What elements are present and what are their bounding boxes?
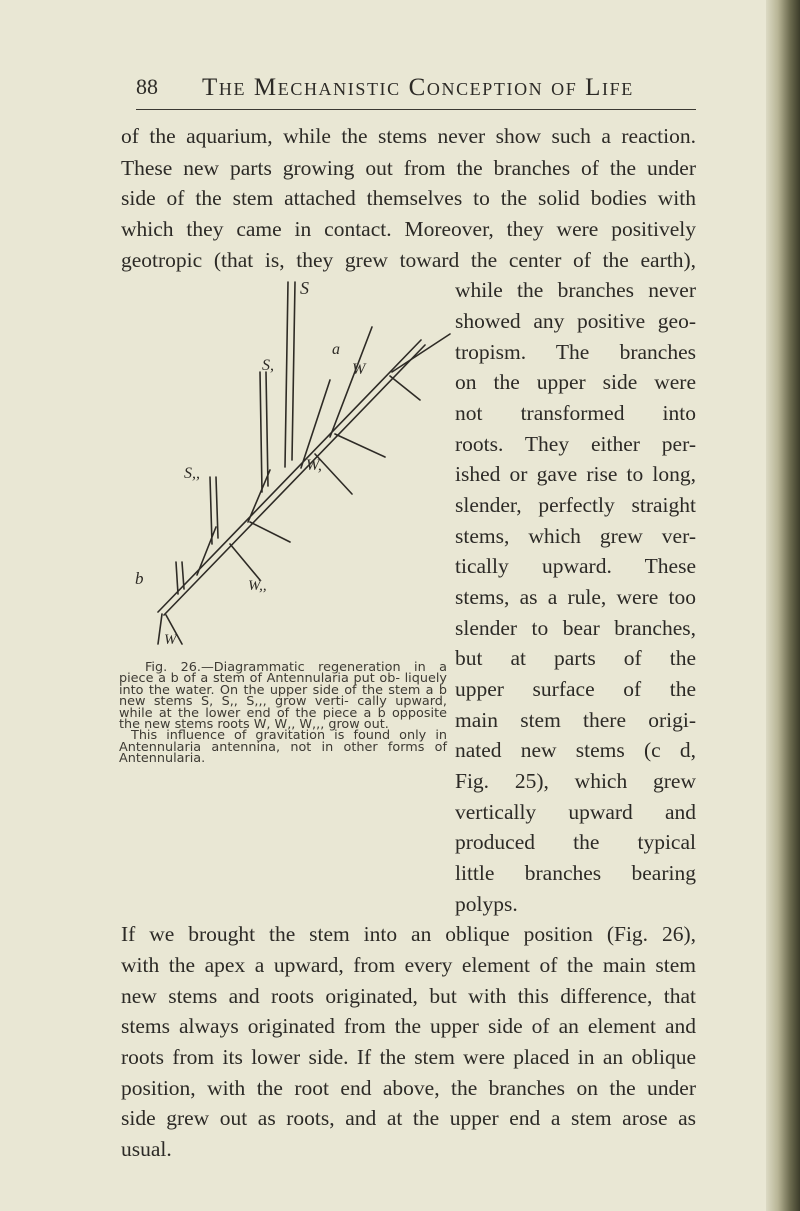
page-number: 88: [136, 74, 158, 99]
side-line: slender to bear branches,: [455, 616, 696, 640]
stem-small: [176, 562, 178, 594]
body-line: side grew out as roots, and at the upper end a stem arose as: [121, 1106, 696, 1130]
root-w: [390, 376, 420, 400]
body-line: stems always originated from the upper side of an element and: [121, 1014, 696, 1038]
page-edge-shadow: [766, 0, 800, 1211]
main-stem-line: [164, 345, 425, 615]
root-w2: [230, 544, 260, 580]
label-s2: S,,: [184, 465, 200, 482]
side-line: little branches bearing: [455, 861, 696, 885]
label-s: S: [300, 278, 309, 298]
running-header: [136, 74, 696, 108]
side-line: upper surface of the: [455, 677, 696, 701]
side-line: but at parts of the: [455, 646, 696, 670]
body-line: with the apex a upward, from every element of the main stem: [121, 953, 696, 977]
caption-paragraph: [119, 660, 447, 733]
caption-line: W,, W,,, grow out.: [274, 717, 389, 733]
stem-s1: [260, 372, 262, 492]
label-w2: W,,: [248, 578, 267, 594]
side-line: stems, which grew ver-: [455, 524, 696, 548]
side-line: stems, as a rule, were too: [455, 585, 696, 609]
caption-line: piece a b opposite the new stems roots W,: [119, 705, 447, 733]
body-line: new stems and roots originated, but with this difference, that: [121, 984, 696, 1008]
label-w1: W,: [306, 457, 322, 474]
body-line: usual.: [121, 1137, 172, 1161]
body-line: position, with the root end above, the branches on the under: [121, 1076, 696, 1100]
body-line: of the aquarium, while the stems never show such a reaction.: [121, 124, 696, 148]
caption-line: of Antennularia.: [119, 739, 447, 767]
side-line: vertically upward and: [455, 800, 696, 824]
root-w2: [250, 522, 290, 542]
caption-line: in Antennularia antennina, not in other forms: [119, 728, 447, 755]
label-w: W: [352, 361, 366, 378]
body-line: If we brought the stem into an oblique position (Fig. 26),: [121, 922, 696, 946]
caption-line: Fig. 26.—Diagrammatic regeneration in a: [145, 660, 447, 675]
body-line: side of the stem attached themselves to the solid bodies with: [121, 186, 696, 210]
side-line: tropism. The branches: [455, 340, 696, 364]
body-line: geotropic (that is, they grew toward the center of the earth),: [121, 248, 696, 272]
figure-antennularia-diagram: [120, 272, 460, 652]
figure-caption: [119, 662, 447, 765]
caption-line: piece a b of a stem of Antennularia put ob-: [119, 671, 400, 687]
side-line: not transformed into: [455, 401, 696, 425]
root-base: [158, 614, 162, 644]
body-line: roots from its lower side. If the stem were placed in an oblique: [121, 1045, 696, 1069]
header-rule: [136, 109, 696, 110]
side-line: polyps.: [455, 892, 518, 916]
root-w1: [335, 434, 385, 457]
side-line: Fig. 25), which grew: [455, 769, 696, 793]
upper-branch: [197, 527, 216, 575]
stem-s1: [266, 372, 268, 486]
stem-s: [292, 282, 295, 460]
running-title: The Mechanistic Conception of Life: [202, 74, 634, 101]
side-line: ished or gave rise to long,: [455, 462, 696, 486]
caption-line: This influence of gravitation is found only: [131, 728, 427, 744]
stem-s: [285, 282, 288, 467]
diagram-svg: [120, 272, 460, 652]
caption-line: the stem a b new stems S, S,, S,,, grow verti-: [119, 682, 447, 710]
side-line: showed any positive geo-: [455, 309, 696, 333]
side-line: slender, perfectly straight: [455, 493, 696, 517]
body-line: which they came in contact. Moreover, they were positively: [121, 217, 696, 241]
stem-small: [182, 562, 184, 589]
caption-line: cally upward, while at the lower end of the: [119, 694, 447, 721]
label-s1: S,: [262, 357, 274, 374]
side-line: nated new stems (c d,: [455, 738, 696, 762]
caption-paragraph: [119, 728, 447, 767]
side-line: while the branches never: [455, 278, 696, 302]
stem-s2: [216, 477, 218, 538]
side-line: on the upper side were: [455, 370, 696, 394]
caption-line: liquely into the water. On the upper side of: [119, 671, 447, 698]
label-w3: W: [164, 632, 177, 648]
side-line: roots. They either per-: [455, 432, 696, 456]
upper-branch: [248, 470, 270, 522]
stem-s2: [210, 477, 212, 544]
side-line: produced the typical: [455, 830, 696, 854]
side-line: main stem there origi-: [455, 708, 696, 732]
body-line: These new parts growing out from the branches of the under: [121, 156, 696, 180]
label-b: b: [135, 569, 144, 588]
label-a: a: [332, 341, 340, 358]
side-line: tically upward. These: [455, 554, 696, 578]
